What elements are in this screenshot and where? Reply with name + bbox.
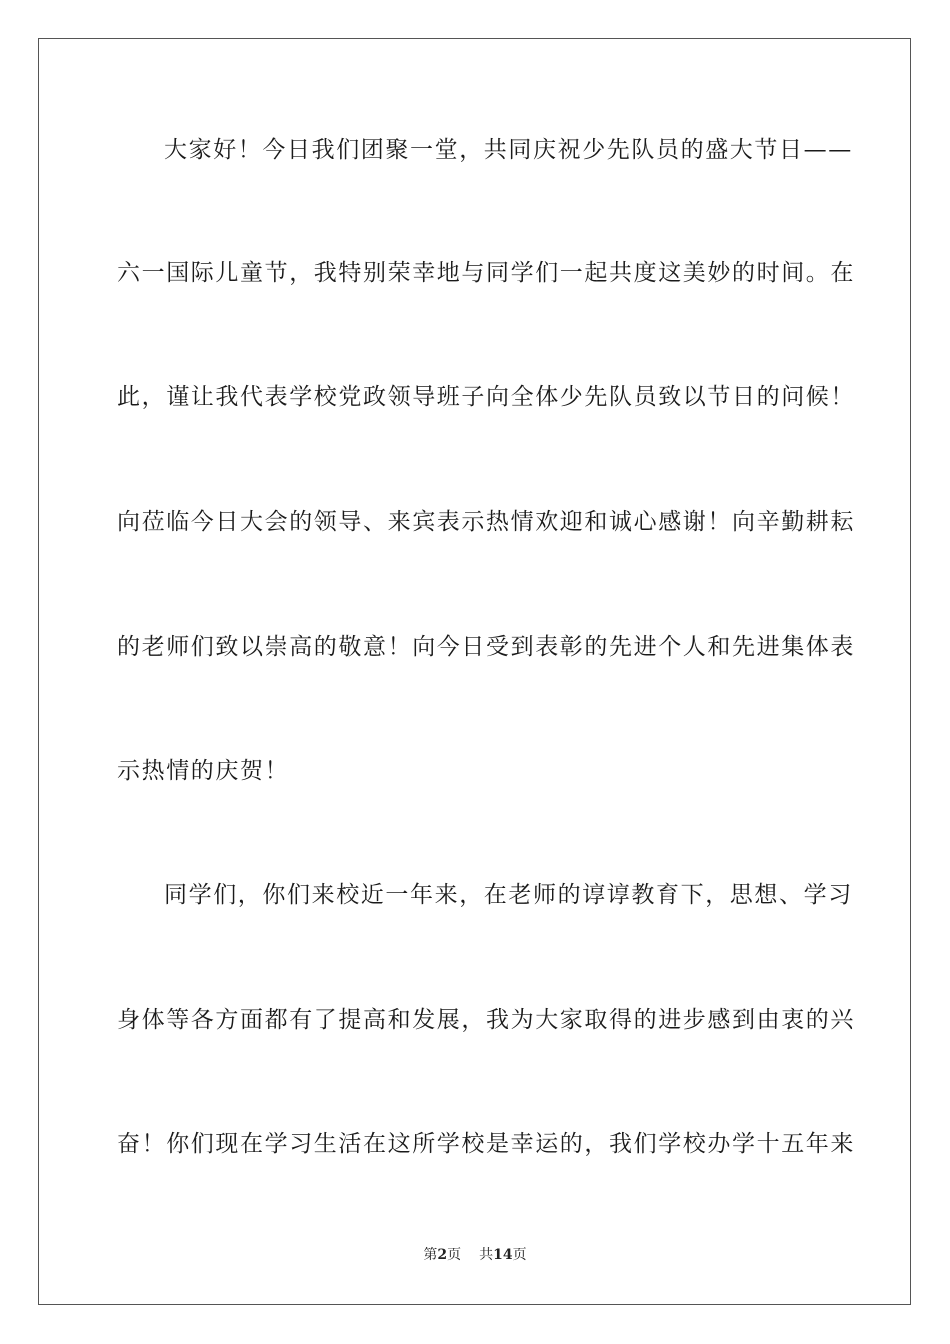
paragraph-1-line-5: 的老师们致以崇高的敬意！向今日受到表彰的先进个人和先进集体表 (117, 634, 855, 660)
page-suffix: 页 (447, 1247, 462, 1263)
paragraph-2-line-3: 奋！你们现在学习生活在这所学校是幸运的，我们学校办学十五年来 (117, 1131, 855, 1157)
paragraph-1-line-1: 大家好！今日我们团聚一堂，共同庆祝少先队员的盛大节日—— (164, 137, 853, 163)
page-prefix: 第 (423, 1247, 438, 1263)
paragraph-2-line-1: 同学们，你们来校近一年来，在老师的谆谆教育下，思想、学习 (164, 882, 853, 908)
page-number: 2 (437, 1247, 448, 1263)
page-frame (38, 38, 911, 1305)
page-footer (0, 1246, 950, 1264)
total-pages: 14 (493, 1247, 513, 1263)
paragraph-1-line-4: 向莅临今日大会的领导、来宾表示热情欢迎和诚心感谢！向辛勤耕耘 (117, 509, 855, 535)
total-prefix: 共 (479, 1247, 494, 1263)
paragraph-1-line-2: 六一国际儿童节，我特别荣幸地与同学们一起共度这美妙的时间。在 (117, 260, 855, 286)
total-suffix: 页 (512, 1247, 527, 1263)
paragraph-1-line-3: 此，谨让我代表学校党政领导班子向全体少先队员致以节日的问候！ (117, 384, 855, 410)
paragraph-1-line-6: 示热情的庆贺！ (117, 758, 290, 784)
paragraph-2-line-2: 身体等各方面都有了提高和发展，我为大家取得的进步感到由衷的兴 (117, 1007, 855, 1033)
